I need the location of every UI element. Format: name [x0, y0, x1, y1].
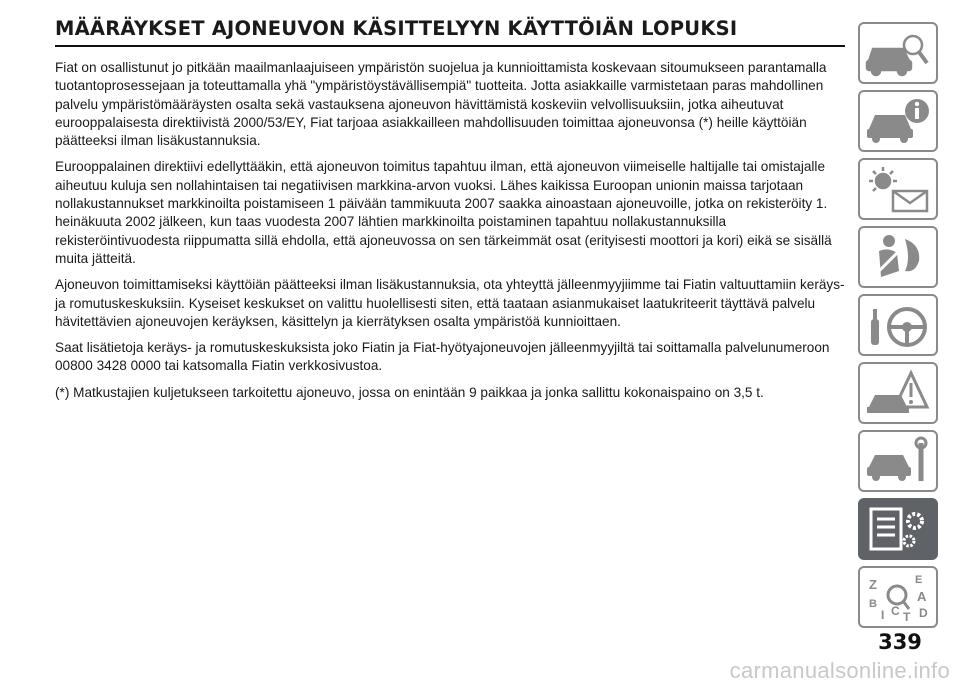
index-letter: Z — [869, 577, 877, 592]
tab-get-to-know[interactable] — [858, 22, 938, 84]
tab-index[interactable] — [858, 566, 938, 628]
alphabetical-index-icon — [863, 571, 933, 623]
chapter-sidebar — [858, 22, 942, 634]
tab-instruments[interactable] — [858, 90, 938, 152]
page-number: 339 — [878, 630, 922, 654]
page-title: MÄÄRÄYKSET AJONEUVON KÄSITTELYYN KÄYTTÖIÄN LOPUKSI — [55, 18, 845, 47]
seatbelt-airbag-icon — [863, 231, 933, 283]
index-letter: C — [891, 604, 900, 618]
paragraph-1: Fiat on osallistunut jo pitkään maailmanlaajuiseen ympäristön suojelua ja kunnioittamista koskevaan sitoumukseen parantamalla tuotantoprosessejaan ja toteuttamalla yhä "ympäristöystävällisempiä" tuotteita. Jotta asiakkaille varmistetaan paras mahdollinen palvelu ympäristömääräysten osalta sekä vastauksena ajoneuvon hävittämistä koskeviin velvollisuuksiin, jotka aiheutuvat eurooppalaisesta direktiivistä 2000/53/EY, Fiat tarjoaa asiakkailleen mahdollisuuden toimittaa ajoneuvonsa (*) heille käyttöiän päätteeksi ilman lisäkustannuksia. — [55, 60, 827, 149]
car-wrench-icon — [863, 435, 933, 487]
index-letter: D — [919, 606, 928, 620]
index-letter: A — [917, 589, 927, 604]
paragraph-2: Eurooppalainen direktiivi edellyttääkin, että ajoneuvon toimitus tapahtuu ilman, että ajoneuvon viimeiselle haltijalle tai omistajalle aiheutuu kuluja sen nollahintaisen tai negatiivisen markkina-arvon vuoksi. Lähes kaikissa Euroopan unionin maissa tarjotaan nollakustannukset markkinoilta poistamiseen 1 päivään tammikuuta 2007 saakka ainoastaan ajoneuvoille, jotka on rekisteröity 1. heinäkuuta 2002 jälkeen, kun taas vuodesta 2007 lähtien markkinoilta poistaminen tapahtuu nollakustannuksilla rekisteröintivuodesta riippumatta sillä ehdolla, että ajoneuvossa on sen tärkeimmät osat (erityisesti moottori ja kori) eikä se sisällä muita jätteitä. — [55, 159, 832, 266]
index-letter: B — [869, 598, 877, 610]
index-letter: T — [903, 610, 911, 623]
paragraph-3: Ajoneuvon toimittamiseksi käyttöiän päätteeksi ilman lisäkustannuksia, ota yhteyttä jälleenmyyjiimme tai Fiatin valtuuttamiin keräys- ja romutuskeskuksiin. Kyseiset keskukset on valittu huolellisesti siten, että taataan asianmukaiset laatukriteerit täyttävä palvelu hävitettävien ajoneuvojen keräyksen, käsittelyn ja kierrätyksen osalta ympäristöä kunnioittaen. — [55, 277, 845, 329]
warning-light-icon — [863, 163, 933, 215]
tab-safety[interactable] — [858, 226, 938, 288]
watermark: carmanualsonline.info — [729, 658, 950, 683]
car-search-icon — [863, 27, 933, 79]
tab-maintenance[interactable] — [858, 430, 938, 492]
specifications-gear-icon — [863, 503, 933, 555]
footnote: (*) Matkustajien kuljetukseen tarkoitettu ajoneuvo, jossa on enintään 9 paikkaa ja jonka sallittu kokonaispaino on 3,5 t. — [55, 384, 764, 400]
index-letter: E — [915, 574, 923, 586]
tab-emergency[interactable] — [858, 362, 938, 424]
tab-technical-specifications[interactable] — [858, 498, 938, 560]
tab-starting-driving[interactable] — [858, 294, 938, 356]
index-letter: I — [881, 608, 885, 622]
paragraph-4: Saat lisätietoja keräys- ja romutuskeskuksista joko Fiatin ja Fiat-hyötyajoneuvojen jälleenmyyjiltä tai soittamalla palvelunumeroon 00800 3428 0000 tai katsomalla Fiatin verkkosivustoa. — [55, 340, 830, 374]
steering-wheel-icon — [863, 299, 933, 351]
tab-warning-lights[interactable] — [858, 158, 938, 220]
warning-triangle-car-icon — [863, 367, 933, 419]
document-content — [55, 18, 845, 402]
car-info-icon — [863, 95, 933, 147]
